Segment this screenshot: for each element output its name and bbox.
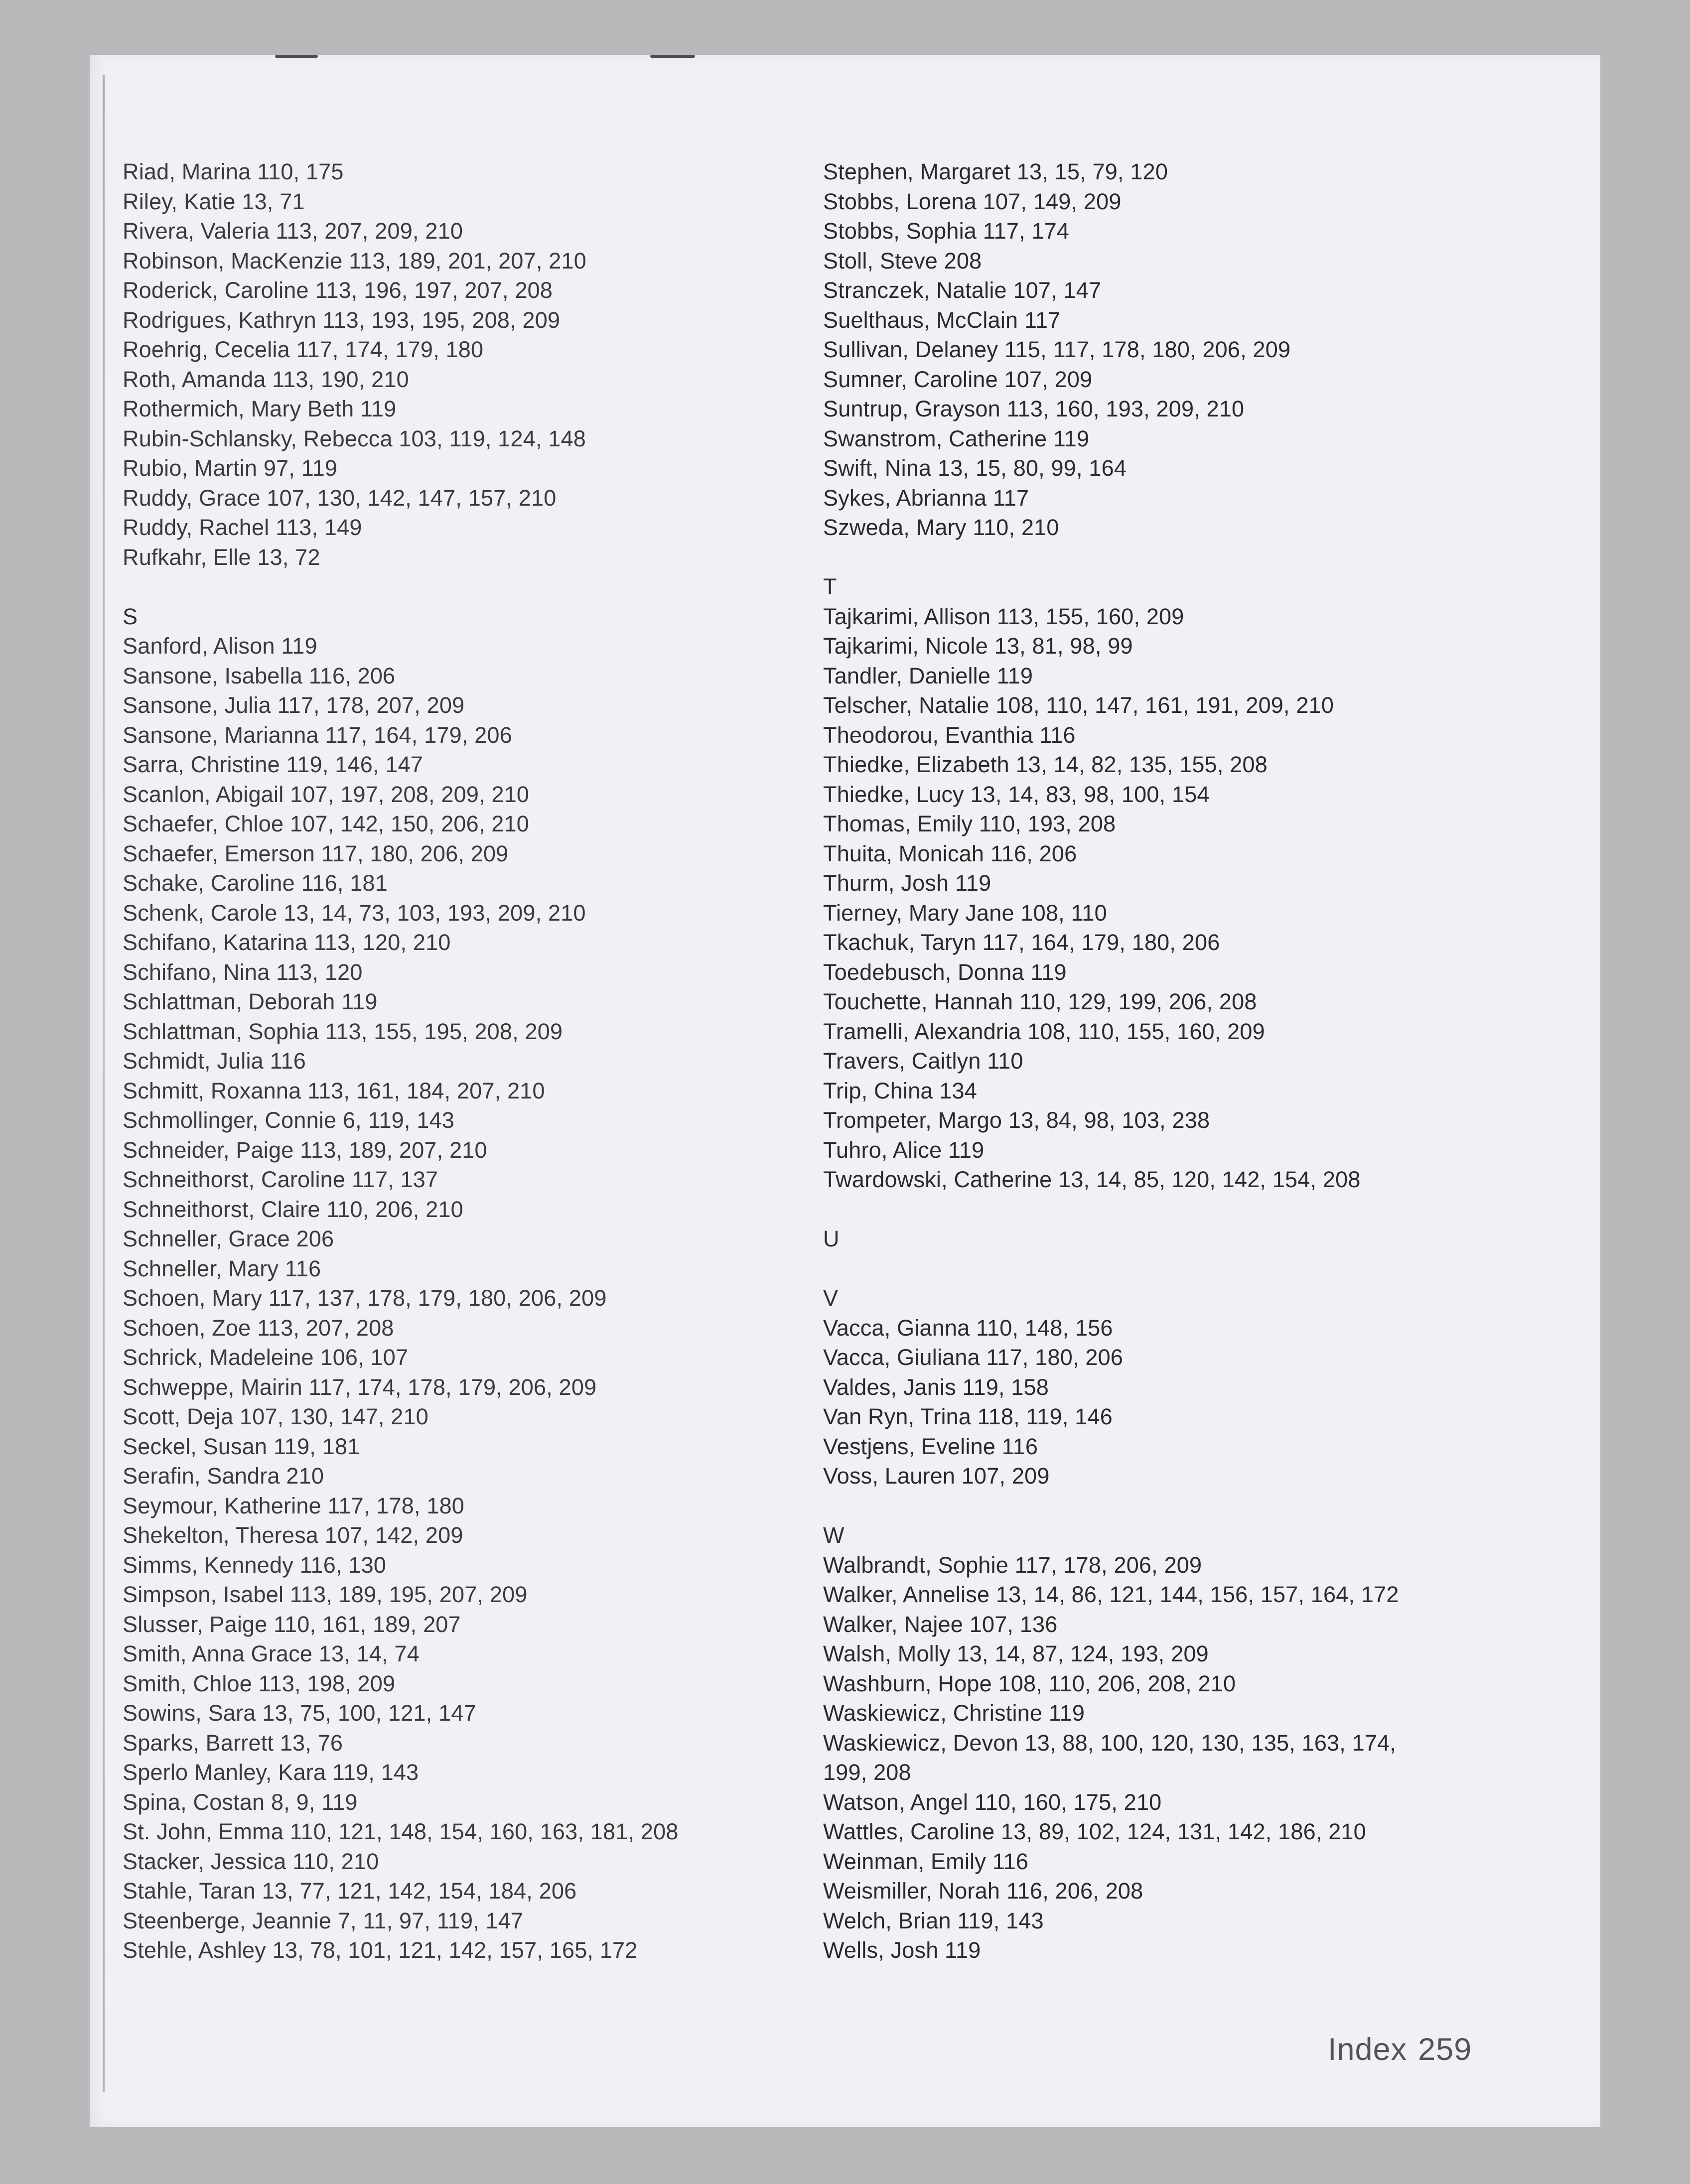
- index-entry: Trip, China 134: [823, 1078, 977, 1103]
- index-letter-heading: S: [123, 603, 138, 629]
- index-entry: Schmidt, Julia 116: [123, 1048, 306, 1074]
- index-entry: Schenk, Carole 13, 14, 73, 103, 193, 209, 210: [123, 900, 586, 926]
- index-entry: Wattles, Caroline 13, 89, 102, 124, 131, 142, 186, 210: [823, 1819, 1366, 1844]
- index-entry: Schweppe, Mairin 117, 174, 178, 179, 206, 209: [123, 1374, 597, 1400]
- index-entry: Schoen, Mary 117, 137, 178, 179, 180, 206, 209: [123, 1285, 607, 1311]
- index-entry: Scanlon, Abigail 107, 197, 208, 209, 210: [123, 781, 530, 807]
- index-entry: Thomas, Emily 110, 193, 208: [823, 811, 1116, 836]
- index-entry: Waskiewicz, Devon 13, 88, 100, 120, 130, 135, 163, 174,: [823, 1730, 1397, 1756]
- index-entry: Steenberge, Jeannie 7, 11, 97, 119, 147: [123, 1908, 524, 1933]
- index-entry: Schifano, Nina 113, 120: [123, 959, 363, 985]
- index-entry: Walbrandt, Sophie 117, 178, 206, 209: [823, 1552, 1202, 1578]
- index-entry: Ruddy, Rachel 113, 149: [123, 515, 362, 540]
- index-entry: Szweda, Mary 110, 210: [823, 515, 1059, 540]
- scan-mark: [275, 55, 318, 58]
- index-entry: Thiedke, Lucy 13, 14, 83, 98, 100, 154: [823, 781, 1210, 807]
- index-entry: Schrick, Madeleine 106, 107: [123, 1345, 409, 1370]
- index-entry: Thiedke, Elizabeth 13, 14, 82, 135, 155, 208: [823, 752, 1268, 777]
- index-entry: Slusser, Paige 110, 161, 189, 207: [123, 1611, 461, 1637]
- index-entry: Rothermich, Mary Beth 119: [123, 396, 397, 421]
- index-entry: Swanstrom, Catherine 119: [823, 425, 1090, 451]
- index-letter-heading: V: [823, 1285, 839, 1311]
- index-entry: Tandler, Danielle 119: [823, 663, 1033, 688]
- index-letter-heading: W: [823, 1522, 845, 1548]
- index-entry: Watson, Angel 110, 160, 175, 210: [823, 1789, 1162, 1815]
- index-entry: 199, 208: [823, 1760, 911, 1785]
- index-entry: Schneithorst, Claire 110, 206, 210: [123, 1196, 463, 1222]
- index-entry: Touchette, Hannah 110, 129, 199, 206, 208: [823, 989, 1257, 1014]
- index-entry: Rubin-Schlansky, Rebecca 103, 119, 124, 148: [123, 425, 586, 451]
- index-entry: Roth, Amanda 113, 190, 210: [123, 366, 409, 392]
- index-entry: Schneider, Paige 113, 189, 207, 210: [123, 1137, 487, 1163]
- index-entry: Vacca, Giuliana 117, 180, 206: [823, 1345, 1124, 1370]
- index-entry: Welch, Brian 119, 143: [823, 1908, 1044, 1933]
- index-entry: Vacca, Gianna 110, 148, 156: [823, 1315, 1113, 1341]
- index-entry: Stacker, Jessica 110, 210: [123, 1848, 379, 1874]
- index-entry: Sansone, Marianna 117, 164, 179, 206: [123, 722, 512, 748]
- index-entry: Wells, Josh 119: [823, 1937, 981, 1963]
- index-entry: Schaefer, Emerson 117, 180, 206, 209: [123, 840, 509, 866]
- index-entry: Tierney, Mary Jane 108, 110: [823, 900, 1107, 926]
- index-spacer: [823, 1195, 1486, 1225]
- index-entry: Schoen, Zoe 113, 207, 208: [123, 1315, 394, 1341]
- page-footer: [1328, 2032, 1472, 2067]
- index-entry: Travers, Caitlyn 110: [823, 1048, 1023, 1074]
- index-entry: Vestjens, Eveline 116: [823, 1433, 1038, 1459]
- index-entry: Stahle, Taran 13, 77, 121, 142, 154, 184, 206: [123, 1878, 577, 1904]
- index-entry: Sumner, Caroline 107, 209: [823, 366, 1093, 392]
- index-entry: Rivera, Valeria 113, 207, 209, 210: [123, 218, 463, 244]
- index-letter-heading: U: [823, 1226, 840, 1251]
- index-entry: Sparks, Barrett 13, 76: [123, 1730, 343, 1756]
- index-entry: Scott, Deja 107, 130, 147, 210: [123, 1404, 428, 1429]
- index-entry: Stranczek, Natalie 107, 147: [823, 277, 1102, 303]
- index-column-left: [123, 157, 790, 1965]
- index-entry: Thurm, Josh 119: [823, 870, 991, 896]
- page-number: 259: [1418, 2032, 1472, 2067]
- index-spacer: [823, 543, 1486, 572]
- index-entry: Rufkahr, Elle 13, 72: [123, 544, 320, 570]
- index-entry: Tuhro, Alice 119: [823, 1137, 985, 1163]
- index-entry: Walker, Najee 107, 136: [823, 1611, 1058, 1637]
- index-entry: Sansone, Julia 117, 178, 207, 209: [123, 692, 465, 718]
- index-entry: Seckel, Susan 119, 181: [123, 1433, 360, 1459]
- index-entry: Schaefer, Chloe 107, 142, 150, 206, 210: [123, 811, 529, 836]
- index-entry: Schake, Caroline 116, 181: [123, 870, 388, 896]
- index-entry: Theodorou, Evanthia 116: [823, 722, 1076, 748]
- index-entry: Valdes, Janis 119, 158: [823, 1374, 1049, 1400]
- index-entry: Van Ryn, Trina 118, 119, 146: [823, 1404, 1113, 1429]
- index-entry: Tajkarimi, Nicole 13, 81, 98, 99: [823, 633, 1133, 659]
- index-entry: Sanford, Alison 119: [123, 633, 317, 659]
- index-entry: Simms, Kennedy 116, 130: [123, 1552, 387, 1578]
- index-entry: Suntrup, Grayson 113, 160, 193, 209, 210: [823, 396, 1245, 421]
- index-entry: Spina, Costan 8, 9, 119: [123, 1789, 358, 1815]
- index-entry: Sykes, Abrianna 117: [823, 485, 1029, 511]
- index-entry: Sarra, Christine 119, 146, 147: [123, 752, 423, 777]
- index-entry: Swift, Nina 13, 15, 80, 99, 164: [823, 455, 1127, 481]
- index-entry: Roehrig, Cecelia 117, 174, 179, 180: [123, 337, 484, 362]
- index-entry: Toedebusch, Donna 119: [823, 959, 1067, 985]
- footer-section-label: Index: [1328, 2032, 1408, 2067]
- index-entry: Weismiller, Norah 116, 206, 208: [823, 1878, 1143, 1904]
- index-entry: Waskiewicz, Christine 119: [823, 1700, 1085, 1726]
- index-spacer: [823, 1254, 1486, 1284]
- index-entry: Schneller, Mary 116: [123, 1255, 321, 1281]
- index-entry: Tajkarimi, Allison 113, 155, 160, 209: [823, 603, 1184, 629]
- index-letter-heading: T: [823, 574, 837, 599]
- index-entry: Twardowski, Catherine 13, 14, 85, 120, 142, 154, 208: [823, 1167, 1361, 1192]
- index-entry: Walker, Annelise 13, 14, 86, 121, 144, 156, 157, 164, 172: [823, 1582, 1399, 1607]
- index-entry: Schmitt, Roxanna 113, 161, 184, 207, 210: [123, 1078, 545, 1103]
- index-entry: Schneller, Grace 206: [123, 1226, 334, 1251]
- index-entry: Tkachuk, Taryn 117, 164, 179, 180, 206: [823, 930, 1220, 955]
- index-spacer: [123, 572, 790, 602]
- index-entry: Sowins, Sara 13, 75, 100, 121, 147: [123, 1700, 476, 1726]
- index-entry: Sullivan, Delaney 115, 117, 178, 180, 206, 209: [823, 337, 1291, 362]
- index-entry: Riley, Katie 13, 71: [123, 188, 305, 214]
- index-entry: Riad, Marina 110, 175: [123, 159, 344, 184]
- index-entry: Thuita, Monicah 116, 206: [823, 840, 1077, 866]
- index-entry: Smith, Chloe 113, 198, 209: [123, 1670, 396, 1696]
- index-entry: St. John, Emma 110, 121, 148, 154, 160, 163, 181, 208: [123, 1819, 679, 1844]
- index-entry: Schifano, Katarina 113, 120, 210: [123, 930, 451, 955]
- index-entry: Weinman, Emily 116: [823, 1848, 1029, 1874]
- index-entry: Seymour, Katherine 117, 178, 180: [123, 1493, 465, 1518]
- index-entry: Schneithorst, Caroline 117, 137: [123, 1167, 438, 1192]
- index-entry: Stobbs, Sophia 117, 174: [823, 218, 1070, 244]
- index-spacer: [823, 1491, 1486, 1521]
- index-entry: Rodrigues, Kathryn 113, 193, 195, 208, 209: [123, 307, 561, 333]
- index-entry: Roderick, Caroline 113, 196, 197, 207, 208: [123, 277, 553, 303]
- index-entry: Washburn, Hope 108, 110, 206, 208, 210: [823, 1670, 1236, 1696]
- index-entry: Rubio, Martin 97, 119: [123, 455, 338, 481]
- scan-mark: [650, 55, 695, 58]
- index-entry: Telscher, Natalie 108, 110, 147, 161, 191, 209, 210: [823, 692, 1334, 718]
- index-entry: Schlattman, Deborah 119: [123, 989, 378, 1014]
- index-entry: Suelthaus, McClain 117: [823, 307, 1061, 333]
- index-entry: Voss, Lauren 107, 209: [823, 1463, 1050, 1489]
- index-entry: Robinson, MacKenzie 113, 189, 201, 207, 210: [123, 248, 586, 273]
- index-column-right: [823, 157, 1486, 1965]
- index-entry: Shekelton, Theresa 107, 142, 209: [123, 1522, 463, 1548]
- index-entry: Stephen, Margaret 13, 15, 79, 120: [823, 159, 1168, 184]
- index-entry: Trompeter, Margo 13, 84, 98, 103, 238: [823, 1107, 1210, 1133]
- index-entry: Stobbs, Lorena 107, 149, 209: [823, 188, 1122, 214]
- index-entry: Walsh, Molly 13, 14, 87, 124, 193, 209: [823, 1641, 1209, 1666]
- binding-shadow: [103, 75, 105, 2092]
- index-entry: Simpson, Isabel 113, 189, 195, 207, 209: [123, 1582, 528, 1607]
- index-entry: Stoll, Steve 208: [823, 248, 982, 273]
- index-entry: Schlattman, Sophia 113, 155, 195, 208, 209: [123, 1018, 563, 1044]
- index-entry: Schmollinger, Connie 6, 119, 143: [123, 1107, 454, 1133]
- index-entry: Tramelli, Alexandria 108, 110, 155, 160, 209: [823, 1018, 1265, 1044]
- index-entry: Sperlo Manley, Kara 119, 143: [123, 1760, 419, 1785]
- index-entry: Stehle, Ashley 13, 78, 101, 121, 142, 157, 165, 172: [123, 1937, 638, 1963]
- book-page: [90, 55, 1600, 2127]
- index-entry: Ruddy, Grace 107, 130, 142, 147, 157, 210: [123, 485, 557, 511]
- index-entry: Serafin, Sandra 210: [123, 1463, 324, 1489]
- index-entry: Sansone, Isabella 116, 206: [123, 663, 396, 688]
- index-entry: Smith, Anna Grace 13, 14, 74: [123, 1641, 420, 1666]
